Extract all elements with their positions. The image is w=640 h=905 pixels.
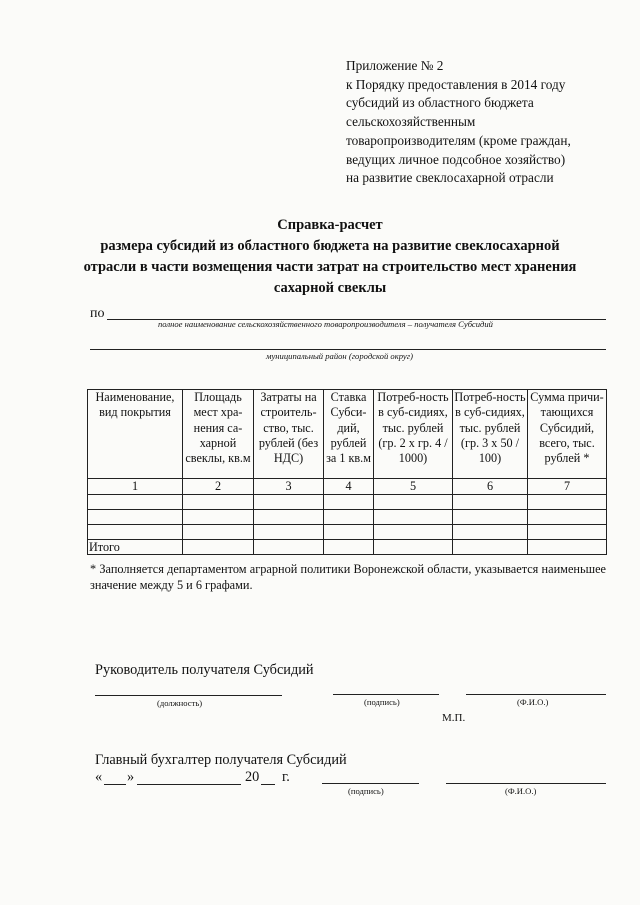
table-cell[interactable] bbox=[528, 510, 607, 525]
year-prefix: 20 bbox=[245, 769, 260, 785]
table-cell[interactable] bbox=[183, 525, 254, 540]
accountant-signature-caption: (подпись) bbox=[348, 786, 384, 796]
calculation-table bbox=[87, 389, 607, 555]
head-signature-title: Руководитель получателя Субсидий bbox=[95, 662, 314, 678]
header-costs: Затраты на строитель-ство, тыс. рублей (без НДС) bbox=[254, 390, 324, 479]
column-number: 1 bbox=[88, 479, 183, 495]
district-field[interactable] bbox=[90, 349, 606, 350]
header-need-costs: Потреб-ность в суб-сидиях, тыс. рублей (гр. 3 х 50 / 100) bbox=[453, 390, 528, 479]
appendix-line-6: ведущих личное подсобное хозяйство) bbox=[346, 151, 566, 167]
table-cell[interactable] bbox=[324, 525, 374, 540]
title-line-1: Справка-расчет bbox=[277, 217, 383, 233]
column-number: 7 bbox=[528, 479, 607, 495]
table-cell[interactable] bbox=[374, 510, 453, 525]
date-year-field[interactable] bbox=[261, 784, 275, 785]
total-cell[interactable] bbox=[453, 540, 528, 555]
district-caption: муниципальный район (городской округ) bbox=[266, 351, 413, 361]
total-cell[interactable] bbox=[374, 540, 453, 555]
header-total-sum: Сумма причи-тающихся Субсидий, всего, тыс. рублей * bbox=[528, 390, 607, 479]
column-number: 5 bbox=[374, 479, 453, 495]
title-line-2: размера субсидий из областного бюджета на развитие свеклосахарной bbox=[100, 238, 560, 254]
table-cell[interactable] bbox=[254, 510, 324, 525]
appendix-line-2: к Порядку предоставления в 2014 году bbox=[346, 76, 566, 92]
recipient-caption: полное наименование сельскохозяйственного товаропроизводителя – получателя Субсидий bbox=[158, 319, 493, 329]
table-cell[interactable] bbox=[183, 495, 254, 510]
table-cell[interactable] bbox=[183, 510, 254, 525]
head-name-caption: (Ф.И.О.) bbox=[517, 697, 549, 707]
head-signature-field[interactable] bbox=[333, 694, 439, 695]
appendix-line-4: сельскохозяйственным bbox=[346, 114, 476, 130]
appendix-line-7: на развитие свеклосахарной отрасли bbox=[346, 170, 554, 186]
table-row bbox=[88, 525, 607, 540]
table-cell[interactable] bbox=[374, 495, 453, 510]
header-area: Площадь мест хра-нения са-харной свеклы, кв.м bbox=[183, 390, 254, 479]
title-line-3: отрасли в части возмещения части затрат на строительство мест хранения bbox=[83, 259, 577, 275]
table-row bbox=[88, 495, 607, 510]
table-cell[interactable] bbox=[374, 525, 453, 540]
table-header-row bbox=[88, 390, 607, 479]
column-number: 3 bbox=[254, 479, 324, 495]
total-cell[interactable] bbox=[324, 540, 374, 555]
date-day-field[interactable] bbox=[104, 784, 126, 785]
table-cell[interactable] bbox=[88, 495, 183, 510]
table-cell[interactable] bbox=[528, 495, 607, 510]
accountant-name-field[interactable] bbox=[446, 783, 606, 784]
table-cell[interactable] bbox=[453, 510, 528, 525]
document-title bbox=[60, 215, 600, 299]
total-cell[interactable] bbox=[183, 540, 254, 555]
column-number: 4 bbox=[324, 479, 374, 495]
table-cell[interactable] bbox=[324, 495, 374, 510]
footnote: * Заполняется департаментом аграрной политики Воронежской области, указывается наименьшее значение между 5 и 6 графами. bbox=[90, 562, 606, 592]
table-cell[interactable] bbox=[88, 510, 183, 525]
year-suffix: г. bbox=[282, 769, 290, 785]
total-cell[interactable] bbox=[254, 540, 324, 555]
accountant-signature-field[interactable] bbox=[322, 783, 419, 784]
head-signature-caption: (подпись) bbox=[364, 697, 400, 707]
table-cell[interactable] bbox=[528, 525, 607, 540]
table-cell[interactable] bbox=[453, 495, 528, 510]
header-name: Наименование, вид покрытия bbox=[88, 390, 183, 479]
date-month-field[interactable] bbox=[137, 784, 241, 785]
date-close-quote: » bbox=[127, 769, 135, 785]
table-cell[interactable] bbox=[254, 495, 324, 510]
appendix-line-1: Приложение № 2 bbox=[346, 58, 444, 73]
header-need-area: Потреб-ность в суб-сидиях, тыс. рублей (гр. 2 х гр. 4 / 1000) bbox=[374, 390, 453, 479]
accountant-signature-title: Главный бухгалтер получателя Субсидий bbox=[95, 752, 347, 768]
date-open-quote: « bbox=[95, 769, 103, 785]
table-cell[interactable] bbox=[453, 525, 528, 540]
column-number-row bbox=[88, 479, 607, 495]
appendix-line-5: товаропроизводителям (кроме граждан, bbox=[346, 132, 571, 148]
head-position-caption: (должность) bbox=[157, 698, 203, 708]
table-row bbox=[88, 510, 607, 525]
column-number: 2 bbox=[183, 479, 254, 495]
table-cell[interactable] bbox=[254, 525, 324, 540]
total-cell[interactable] bbox=[528, 540, 607, 555]
po-label: по bbox=[90, 306, 105, 321]
table-cell[interactable] bbox=[88, 525, 183, 540]
table-cell[interactable] bbox=[324, 510, 374, 525]
header-rate: Ставка Субси-дий, рублей за 1 кв.м bbox=[324, 390, 374, 479]
appendix-line-3: субсидий из областного бюджета bbox=[346, 95, 534, 111]
head-position-field[interactable] bbox=[95, 695, 282, 696]
head-name-field[interactable] bbox=[466, 694, 606, 695]
total-label: Итого bbox=[88, 540, 183, 555]
stamp-label: М.П. bbox=[442, 712, 466, 724]
appendix-block bbox=[346, 57, 636, 188]
column-number: 6 bbox=[453, 479, 528, 495]
title-line-4: сахарной свеклы bbox=[273, 280, 387, 296]
accountant-name-caption: (Ф.И.О.) bbox=[505, 786, 537, 796]
total-row bbox=[88, 540, 607, 555]
